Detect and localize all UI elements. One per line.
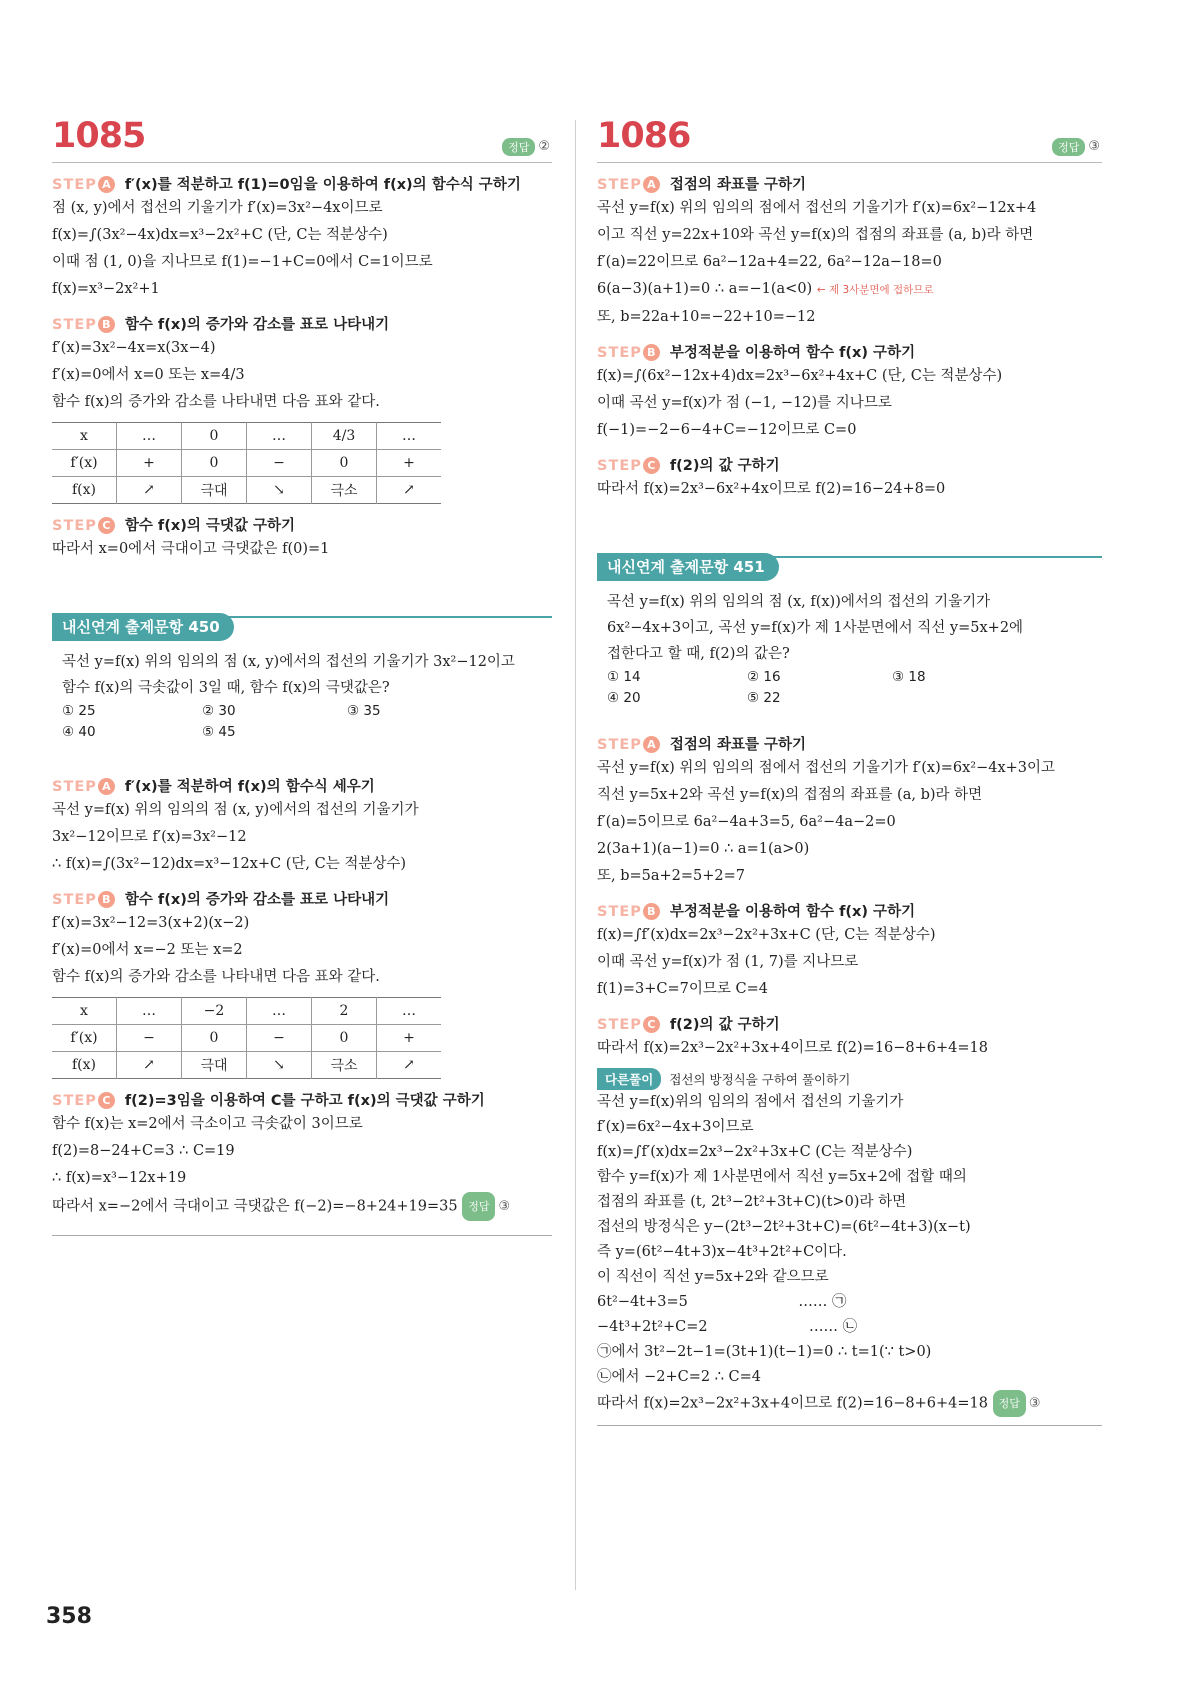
table-cell: 극소 <box>312 1052 377 1079</box>
table-cell: … <box>117 423 182 450</box>
solution-line: 함수 f(x)는 x=2에서 극소이고 극솟값이 3이므로 <box>52 1116 363 1132</box>
table-cell: f′(x) <box>52 450 117 477</box>
solution-line: 함수 f(x)의 증가와 감소를 나타내면 다음 표와 같다. <box>52 394 380 410</box>
solution-line: f′(x)=0에서 x=0 또는 x=4/3 <box>52 367 245 383</box>
solution-line: 점 (x, y)에서 접선의 기울기가 f′(x)=3x²−4x이므로 <box>52 200 383 216</box>
step-heading <box>597 341 1102 363</box>
linked-problem-label: 내신연계 출제문항 451 <box>597 553 779 581</box>
solution-line: 직선 y=5x+2와 곡선 y=f(x)의 접점의 좌표를 (a, b)라 하면 <box>597 787 983 803</box>
table-cell: − <box>247 1025 312 1052</box>
step-heading <box>52 514 552 536</box>
step-label: STEP <box>597 1017 642 1033</box>
step-label: STEP <box>52 317 97 333</box>
solution-line: 이때 곡선 y=f(x)가 점 (−1, −12)를 지나므로 <box>597 395 892 411</box>
step-title: f(2)의 값 구하기 <box>669 1017 780 1033</box>
solution-line: 따라서 f(x)=2x³−2x²+3x+4이므로 f(2)=16−8+6+4=18 <box>597 1040 989 1056</box>
step-title: f′(x)를 적분하고 f(1)=0임을 이용하여 f(x)의 함수식 구하기 <box>124 177 521 193</box>
step-label: STEP <box>52 177 97 193</box>
solution-line: f′(a)=22이므로 6a²−12a+4=22, 6a²−12a−18=0 <box>597 254 942 270</box>
step-label: STEP <box>52 1093 97 1109</box>
right-column <box>597 118 1102 1426</box>
step-badge: A <box>643 176 660 193</box>
step-badge: C <box>643 1016 660 1033</box>
solution-line: 또, b=5a+2=5+2=7 <box>597 868 746 884</box>
table-cell: + <box>403 455 415 471</box>
choice: ⑤ 45 <box>202 724 236 740</box>
table-cell: 0 <box>312 450 377 477</box>
solution-line: f(x)=∫f′(x)dx=2x³−2x²+3x+C (단, C는 적분상수) <box>597 927 936 943</box>
solution-line: 이고 직선 y=22x+10와 곡선 y=f(x)의 접점의 좌표를 (a, b)라 하면 <box>597 227 1034 243</box>
solution-line: 접선의 방정식은 y−(2t³−2t²+3t+C)=(6t²−4t+3)(x−t) <box>597 1219 971 1235</box>
table-cell: 0 <box>182 423 247 450</box>
step-badge: B <box>98 316 115 333</box>
step-heading <box>597 1013 1102 1035</box>
table-cell: f(x) <box>52 477 117 504</box>
step-badge: C <box>98 517 115 534</box>
question-line: 곡선 y=f(x) 위의 임의의 점 (x, f(x))에서의 접선의 기울기가 <box>607 594 991 610</box>
column-divider <box>575 120 576 1590</box>
table-cell: ↘ <box>247 477 312 504</box>
answer-indicator <box>1052 136 1100 156</box>
section-rule <box>52 1235 552 1236</box>
step-title: 접점의 좌표를 구하기 <box>669 737 807 753</box>
step-title: 부정적분을 이용하여 함수 f(x) 구하기 <box>669 345 916 361</box>
solution-line: ∴ f(x)=x³−12x+19 <box>52 1170 187 1186</box>
linked-problem-banner <box>597 553 1102 581</box>
choice: ① 25 <box>62 703 96 719</box>
answer-indicator <box>502 136 550 156</box>
solution-line: f(1)=3+C=7이므로 C=4 <box>597 981 768 997</box>
side-note: ← 제 3사분면에 접하므로 <box>816 284 934 296</box>
solution-line: 함수 y=f(x)가 제 1사분면에서 직선 y=5x+2에 접할 때의 <box>597 1169 967 1185</box>
step-heading <box>597 900 1102 922</box>
solution-line: 즉 y=(6t²−4t+3)x−4t³+2t²+C이다. <box>597 1244 847 1260</box>
solution-line: ㉠에서 3t²−2t−1=(3t+1)(t−1)=0 ∴ t=1(∵ t>0) <box>597 1344 932 1360</box>
answer-value: ③ <box>498 1199 511 1214</box>
left-column <box>52 118 552 1236</box>
solution-line: f(x)=∫f′(x)dx=2x³−2x²+3x+C (C는 적분상수) <box>597 1144 913 1160</box>
choice: ③ 35 <box>347 703 381 719</box>
table-cell: f′(x) <box>52 1025 117 1052</box>
step-title: f(2)의 값 구하기 <box>669 458 780 474</box>
table-cell: x <box>52 998 117 1025</box>
table-cell: 극소 <box>312 477 377 504</box>
solution-line: f′(x)=3x²−4x=x(3x−4) <box>52 340 216 356</box>
solution-line: f(2)=8−24+C=3 ∴ C=19 <box>52 1143 235 1159</box>
step-badge: B <box>643 344 660 361</box>
solution-line <box>597 1390 1102 1417</box>
step-label: STEP <box>52 892 97 908</box>
answer-badge: 정답 <box>502 138 535 156</box>
question-line: 접한다고 할 때, f(2)의 값은? <box>607 646 790 662</box>
answer-value: ③ <box>1088 139 1100 154</box>
step-heading <box>52 888 552 910</box>
step-badge: A <box>98 778 115 795</box>
question-box <box>597 581 1102 713</box>
step-badge: A <box>98 176 115 193</box>
solution-line: 함수 f(x)의 증가와 감소를 나타내면 다음 표와 같다. <box>52 969 380 985</box>
step-label: STEP <box>597 737 642 753</box>
solution-line: f′(x)=6x²−4x+3이므로 <box>597 1119 754 1135</box>
answer-value: ③ <box>1028 1396 1041 1411</box>
table-cell: ↘ <box>247 1052 312 1079</box>
solution-line: 곡선 y=f(x) 위의 임의의 점에서 접선의 기울기가 f′(x)=6x²−4x+3이고 <box>597 760 1056 776</box>
solution-line: 이때 점 (1, 0)을 지나므로 f(1)=−1+C=0에서 C=1이므로 <box>52 254 433 270</box>
step-heading <box>52 775 552 797</box>
linked-problem-banner <box>52 613 552 641</box>
step-heading <box>597 173 1102 195</box>
question-line: 곡선 y=f(x) 위의 임의의 점 (x, y)에서의 접선의 기울기가 3x²−12이고 <box>62 654 515 670</box>
table-cell: ↗ <box>117 1052 182 1079</box>
solution-line: 3x²−12이므로 f′(x)=3x²−12 <box>52 829 247 845</box>
solution-line: f′(a)=5이므로 6a²−4a+3=5, 6a²−4a−2=0 <box>597 814 896 830</box>
solution-text: 6(a−3)(a+1)=0 ∴ a=−1(a<0) <box>597 281 813 297</box>
table-cell: … <box>402 1003 416 1019</box>
answer-choices <box>607 667 1102 709</box>
solution-line: f(x)=x³−2x²+1 <box>52 281 160 297</box>
choice: ④ 20 <box>607 690 641 706</box>
variation-table <box>52 997 441 1079</box>
question-line: 함수 f(x)의 극솟값이 3일 때, 함수 f(x)의 극댓값은? <box>62 680 390 696</box>
step-badge: C <box>643 457 660 474</box>
problem-header <box>52 118 552 163</box>
solution-line: f(x)=∫(6x²−12x+4)dx=2x³−6x²+4x+C (단, C는 적분상수) <box>597 368 1003 384</box>
table-cell: 0 <box>182 450 247 477</box>
step-heading <box>52 313 552 335</box>
answer-badge: 정답 <box>462 1192 495 1221</box>
solution-line: 따라서 x=0에서 극대이고 극댓값은 f(0)=1 <box>52 541 330 557</box>
table-cell: −2 <box>182 998 247 1025</box>
step-title: f′(x)를 적분하여 f(x)의 함수식 세우기 <box>124 779 375 795</box>
table-cell: 극대 <box>182 477 247 504</box>
table-cell: + <box>117 450 182 477</box>
question-line: 6x²−4x+3이고, 곡선 y=f(x)가 제 1사분면에서 직선 y=5x+2에 <box>607 620 1024 636</box>
alt-title: 접선의 방정식을 구하여 풀이하기 <box>669 1072 851 1087</box>
table-cell: … <box>117 998 182 1025</box>
solution-line: 접점의 좌표를 (t, 2t³−2t²+3t+C)(t>0)라 하면 <box>597 1194 907 1210</box>
problem-number: 1085 <box>52 116 146 156</box>
solution-line: ㉡에서 −2+C=2 ∴ C=4 <box>597 1369 762 1385</box>
step-label: STEP <box>52 518 97 534</box>
solution-line: f′(x)=0에서 x=−2 또는 x=2 <box>52 942 243 958</box>
step-label: STEP <box>52 779 97 795</box>
step-label: STEP <box>597 345 642 361</box>
table-cell: 2 <box>312 998 377 1025</box>
table-cell: … <box>402 428 416 444</box>
solution-line: 6t²−4t+3=5 …… ㉠ <box>597 1294 847 1310</box>
table-cell: f(x) <box>52 1052 117 1079</box>
table-cell: … <box>247 998 312 1025</box>
step-heading <box>597 454 1102 476</box>
table-cell: + <box>403 1030 415 1046</box>
step-title: 부정적분을 이용하여 함수 f(x) 구하기 <box>669 904 916 920</box>
choice: ② 16 <box>747 669 781 685</box>
solution-line <box>597 276 1102 304</box>
step-title: 함수 f(x)의 증가와 감소를 표로 나타내기 <box>124 317 390 333</box>
answer-value: ② <box>538 139 550 154</box>
step-badge: C <box>98 1092 115 1109</box>
linked-problem-label: 내신연계 출제문항 450 <box>52 613 234 641</box>
solution-line: 이 직선이 직선 y=5x+2와 같으므로 <box>597 1269 829 1285</box>
solution-line: 곡선 y=f(x)위의 임의의 점에서 접선의 기울기가 <box>597 1094 904 1110</box>
choice: ② 30 <box>202 703 236 719</box>
table-cell: ↗ <box>117 477 182 504</box>
solution-line: 곡선 y=f(x) 위의 임의의 점에서 접선의 기울기가 f′(x)=6x²−12x+4 <box>597 200 1037 216</box>
step-title: f(2)=3임을 이용하여 C를 구하고 f(x)의 극댓값 구하기 <box>124 1093 485 1109</box>
problem-header <box>597 118 1102 163</box>
solution-line: f(x)=∫(3x²−4x)dx=x³−2x²+C (단, C는 적분상수) <box>52 227 388 243</box>
step-heading <box>52 1089 552 1111</box>
step-label: STEP <box>597 458 642 474</box>
solution-line <box>52 1192 552 1221</box>
choice: ① 14 <box>607 669 641 685</box>
choice: ③ 18 <box>892 669 926 685</box>
table-cell: ↗ <box>403 482 415 498</box>
question-box <box>52 641 552 747</box>
table-cell: 극대 <box>182 1052 247 1079</box>
solution-line: f′(x)=3x²−12=3(x+2)(x−2) <box>52 915 250 931</box>
step-label: STEP <box>597 177 642 193</box>
solution-line: −4t³+2t²+C=2 …… ㉡ <box>597 1319 858 1335</box>
choice: ④ 40 <box>62 724 96 740</box>
step-badge: A <box>643 736 660 753</box>
table-cell: 0 <box>312 1025 377 1052</box>
alternative-solution-heading <box>597 1068 1102 1090</box>
solution-line: f(−1)=−2−6−4+C=−12이므로 C=0 <box>597 422 857 438</box>
step-label: STEP <box>597 904 642 920</box>
step-title: 접점의 좌표를 구하기 <box>669 177 807 193</box>
step-heading <box>597 733 1102 755</box>
solution-line: 이때 곡선 y=f(x)가 점 (1, 7)를 지나므로 <box>597 954 859 970</box>
alt-badge: 다른풀이 <box>597 1068 661 1090</box>
answer-badge: 정답 <box>993 1390 1026 1417</box>
variation-table <box>52 422 441 504</box>
step-title: 함수 f(x)의 증가와 감소를 표로 나타내기 <box>124 892 390 908</box>
problem-number: 1086 <box>597 116 691 156</box>
table-cell: 4/3 <box>312 423 377 450</box>
answer-badge: 정답 <box>1052 138 1085 156</box>
solution-line: 2(3a+1)(a−1)=0 ∴ a=1(a>0) <box>597 841 810 857</box>
step-badge: B <box>643 903 660 920</box>
page-number: 358 <box>46 1604 92 1629</box>
section-rule <box>597 1425 1102 1426</box>
table-cell: ↗ <box>403 1057 415 1073</box>
solution-line: 곡선 y=f(x) 위의 임의의 점 (x, y)에서의 접선의 기울기가 <box>52 802 419 818</box>
solution-text: 따라서 x=−2에서 극대이고 극댓값은 f(−2)=−8+24+19=35 <box>52 1198 458 1215</box>
answer-choices <box>62 701 552 743</box>
table-cell: 0 <box>182 1025 247 1052</box>
step-badge: B <box>98 891 115 908</box>
choice: ⑤ 22 <box>747 690 781 706</box>
solution-line: 또, b=22a+10=−22+10=−12 <box>597 309 816 325</box>
step-title: 함수 f(x)의 극댓값 구하기 <box>124 518 295 534</box>
table-cell: … <box>247 423 312 450</box>
solution-line: 따라서 f(x)=2x³−6x²+4x이므로 f(2)=16−24+8=0 <box>597 481 946 497</box>
solution-line: ∴ f(x)=∫(3x²−12)dx=x³−12x+C (단, C는 적분상수) <box>52 856 407 872</box>
table-cell: − <box>117 1025 182 1052</box>
step-heading <box>52 173 552 195</box>
table-cell: x <box>52 423 117 450</box>
solution-text: 따라서 f(x)=2x³−2x²+3x+4이므로 f(2)=16−8+6+4=18 <box>597 1395 989 1412</box>
table-cell: − <box>247 450 312 477</box>
